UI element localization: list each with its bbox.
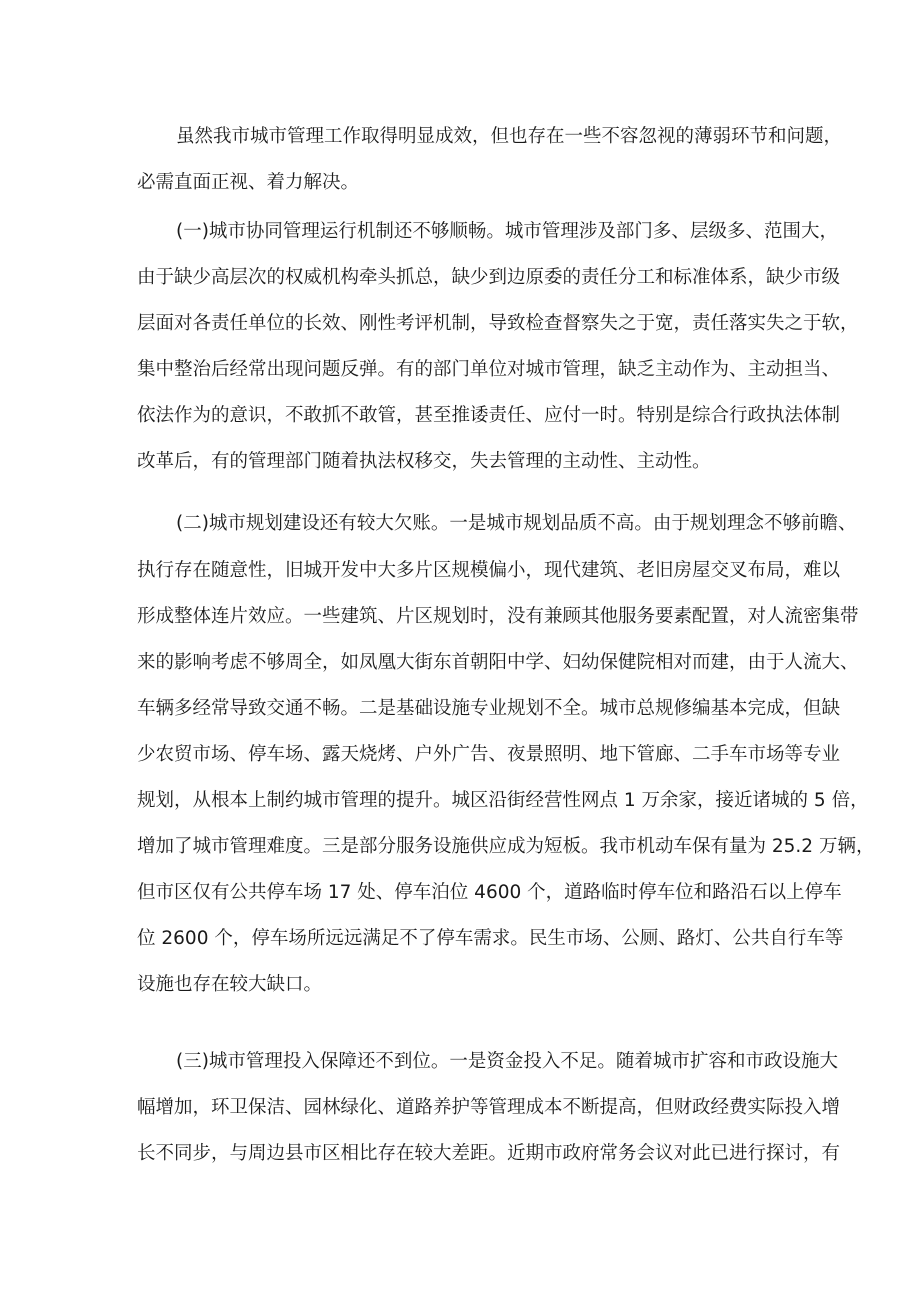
text-line: 来的影响考虑不够周全，如凤凰大街东首朝阳中学、妇幼保健院相对而建，由于人流大、 xyxy=(137,652,859,673)
text-line: 由于缺少高层次的权威机构牵头抓总，缺少到边原委的责任分工和标准体系，缺少市级 xyxy=(137,267,841,288)
text-line: 必需直面正视、着力解决。 xyxy=(137,172,360,193)
text-line: 位 2600 个，停车场所远远满足不了停车需求。民生市场、公厕、路灯、公共自行车等 xyxy=(137,928,844,949)
text-line: 形成整体连片效应。一些建筑、片区规划时，没有兼顾其他服务要素配置，对人流密集带 xyxy=(137,606,859,627)
text-line: 幅增加，环卫保洁、园林绿化、道路养护等管理成本不断提高，但财政经费实际投入增 xyxy=(137,1097,841,1118)
text-line: 但市区仅有公共停车场 17 处、停车泊位 4600 个，道路临时停车位和路沿石以上停车 xyxy=(137,882,842,903)
text-line: 执行存在随意性，旧城开发中大多片区规模偏小，现代建筑、老旧房屋交叉布局，难以 xyxy=(137,560,841,581)
text-line: (三)城市管理投入保障还不到位。一是资金投入不足。随着城市扩容和市政设施大 xyxy=(176,1051,838,1072)
text-line: 长不同步，与周边县市区相比存在较大差距。近期市政府常务会议对此已进行探讨，有 xyxy=(137,1143,841,1164)
text-line: (二)城市规划建设还有较大欠账。一是城市规划品质不高。由于规划理念不够前瞻、 xyxy=(176,513,857,534)
text-line: (一)城市协同管理运行机制还不够顺畅。城市管理涉及部门多、层级多、范围大， xyxy=(176,221,838,242)
text-line: 少农贸市场、停车场、露天烧烤、户外广告、夜景照明、地下管廊、二手车市场等专业 xyxy=(137,744,841,765)
text-line: 车辆多经常导致交通不畅。二是基础设施专业规划不全。城市总规修编基本完成，但缺 xyxy=(137,698,841,719)
text-line: 层面对各责任单位的长效、刚性考评机制，导致检查督察失之于宽，责任落实失之于软， xyxy=(137,313,859,334)
text-line: 依法作为的意识，不敢抓不敢管，甚至推诿责任、应付一时。特别是综合行政执法体制 xyxy=(137,405,841,426)
text-line: 改革后，有的管理部门随着执法权移交，失去管理的主动性、主动性。 xyxy=(137,451,711,472)
text-line: 虽然我市城市管理工作取得明显成效，但也存在一些不容忽视的薄弱环节和问题， xyxy=(176,126,843,147)
text-line: 规划，从根本上制约城市管理的提升。城区沿街经营性网点 1 万余家，接近诸城的 5 倍， xyxy=(137,790,869,811)
text-line: 增加了城市管理难度。三是部分服务设施供应成为短板。我市机动车保有量为 25.2 万辆， xyxy=(137,836,875,857)
text-line: 集中整治后经常出现问题反弹。有的部门单位对城市管理，缺乏主动作为、主动担当、 xyxy=(137,359,841,380)
text-line: 设施也存在较大缺口。 xyxy=(137,974,323,995)
